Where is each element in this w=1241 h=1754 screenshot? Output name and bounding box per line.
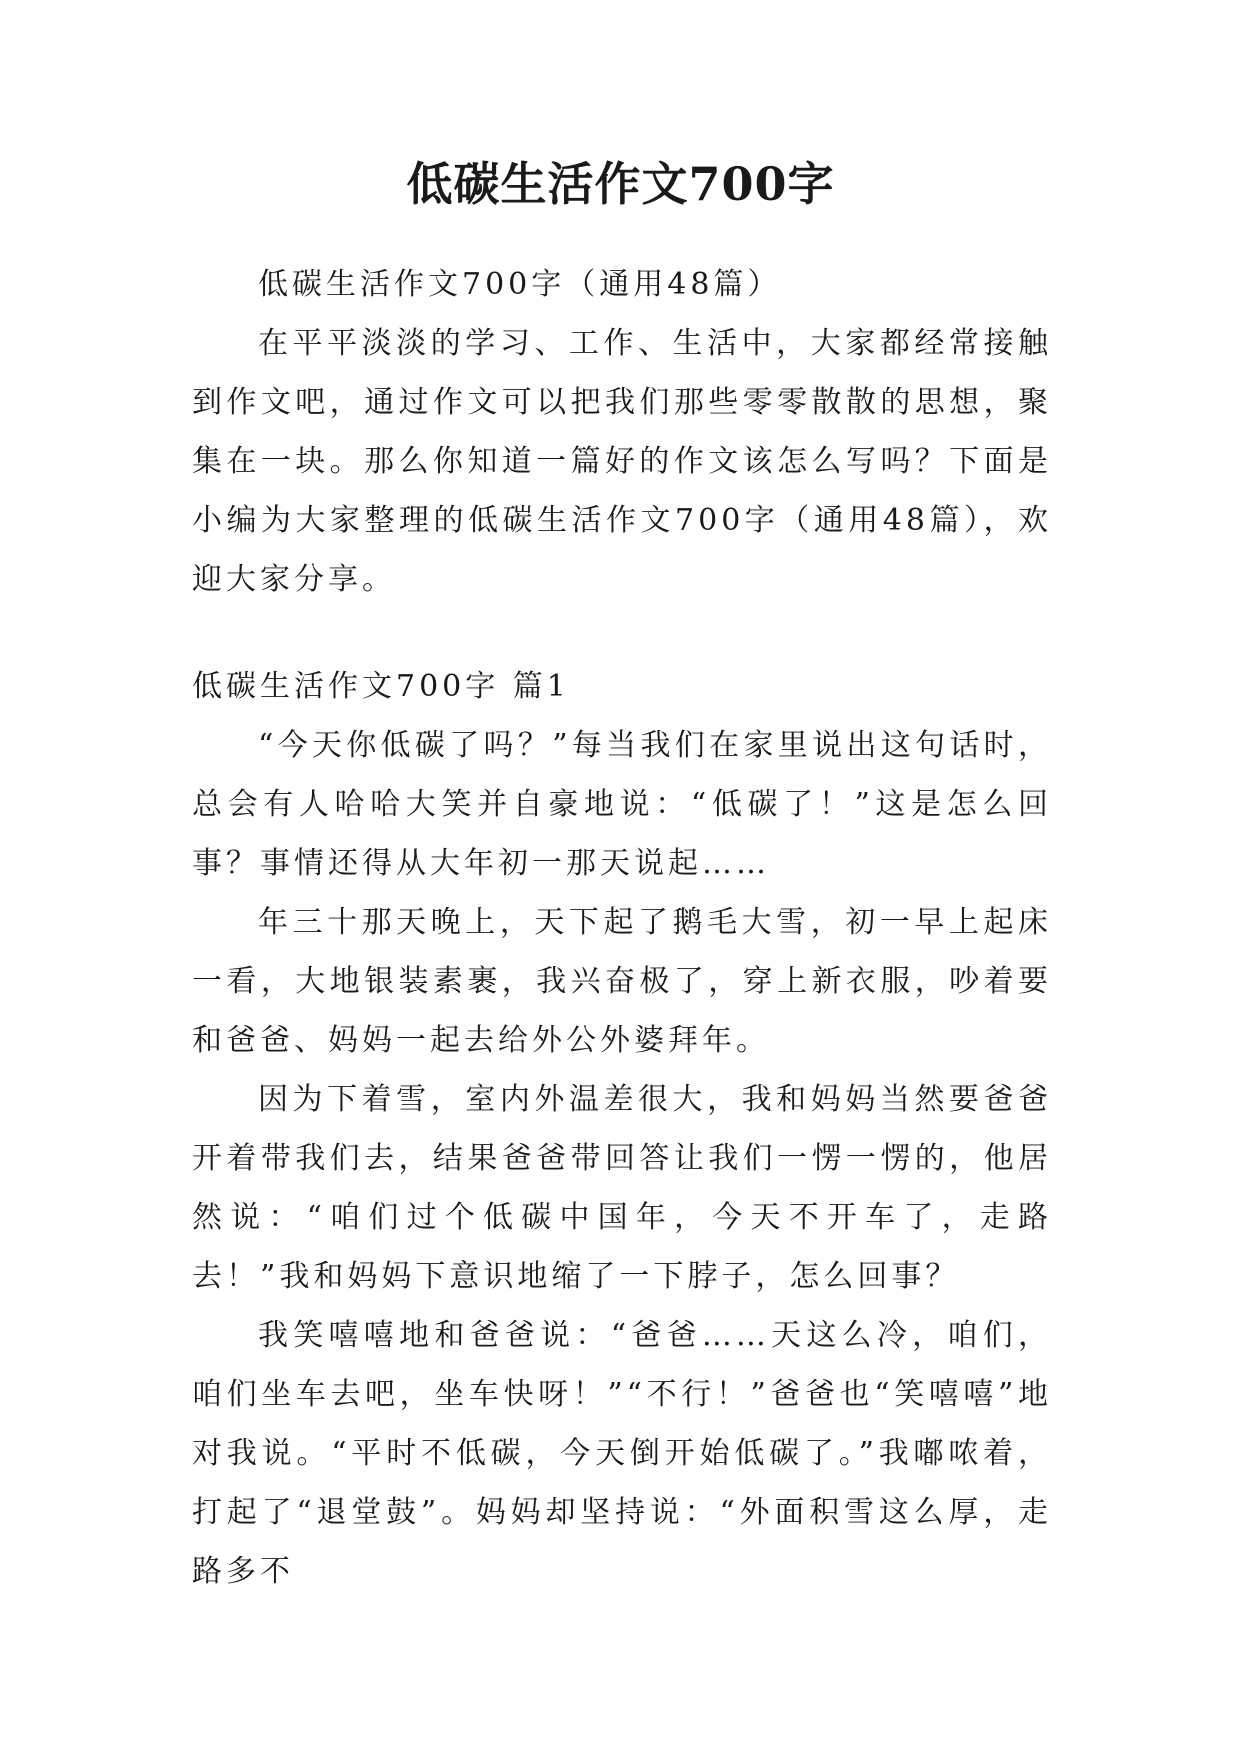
body-paragraph: 年三十那天晚上，天下起了鹅毛大雪，初一早上起床一看，大地银装素裹，我兴奋极了，穿上新衣服，吵着要和爸爸、妈妈一起去给外公外婆拜年。 — [192, 905, 1052, 1058]
intro-paragraph: 在平平淡淡的学习、工作、生活中，大家都经常接触到作文吧，通过作文可以把我们那些零零散散的思想，聚集在一块。那么你知道一篇好的作文该怎么写吗？下面是小编为大家整理的低碳生活作文700字（通用48篇），欢迎大家分享。 — [192, 326, 1052, 597]
document-body — [192, 255, 1052, 1601]
body-paragraph: “今天你低碳了吗？”每当我们在家里说出这句话时，总会有人哈哈大笑并自豪地说：“低碳了！”这是怎么回事？事情还得从大年初一那天说起…… — [192, 728, 1052, 881]
document-title: 低碳生活作文700字 — [406, 157, 835, 211]
body-paragraph: 我笑嘻嘻地和爸爸说：“爸爸……天这么冷，咱们，咱们坐车去吧，坐车快呀！”“不行！”爸爸也“笑嘻嘻”地对我说。“平时不低碳，今天倒开始低碳了。”我嘟哝着，打起了“退堂鼓”。妈妈却坚持说：“外面积雪这么厚，走路多不 — [192, 1318, 1052, 1589]
body-paragraph: 因为下着雪，室内外温差很大，我和妈妈当然要爸爸开着带我们去，结果爸爸带回答让我们一愣一愣的，他居然说：“咱们过个低碳中国年，今天不开车了，走路去！”我和妈妈下意识地缩了一下脖子，怎么回事？ — [192, 1082, 1052, 1294]
section-spacer — [192, 609, 1052, 657]
document-subtitle: 低碳生活作文700字（通用48篇） — [258, 267, 782, 302]
section-heading: 低碳生活作文700字 篇1 — [192, 669, 570, 704]
